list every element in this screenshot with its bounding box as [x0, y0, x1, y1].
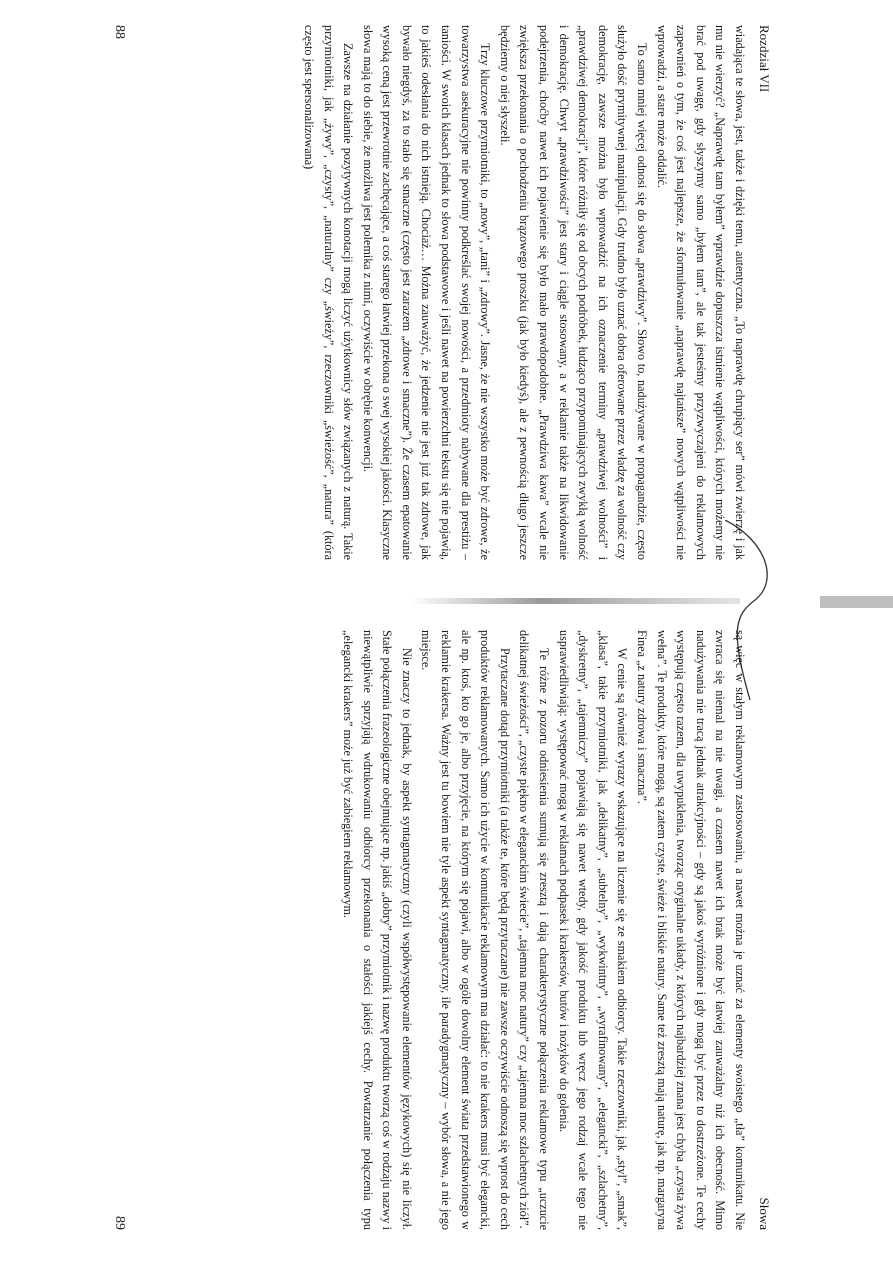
paragraph: Te różne z pozoru odniesienia sumują się zresztą i dają charakterystyczne połączenia reklamowe typu „uczucie delikatnej świeżości”, „czyste piękno w eleganckim świecie”, „tajemna moc natury” czy „tajemna moc szlachetnych ziół”. — [517, 630, 552, 1230]
paragraph: Zawsze na działanie pozytywnych konotacji mogą liczyć użytkownicy słów związanych z naturą. Takie przymiotniki, jak „żywy”, „czysty”, „naturalny” czy „świeży”, rzeczowniki „świeżość”, „natura” (która często jest spersonalizowana) — [301, 25, 356, 560]
left-page — [112, 25, 775, 560]
paragraph: są więc w stałym reklamowym zastosowaniu, a nawet można je uznać za elementy swoistego „tła” komunikatu. Nie zwraca się niemal na nie uwagi, a czasem nawet ich brak może być łatwiej zauważalny niż ich obecność. Mimo nadużywania nie tracą jednak atrakcyjności – gdy są jakoś wyróżnione i gdy mogą być przez to dostrzeżone. Te cechy występują często razem, dla uwypuklenia, tworząc oryginalne układy, z których najbardziej znana jest chyba „czysta żywa wełna”. Te produkty, które mogą, są zatem czyste, świeże i bliskie natury. Same też zresztą mają naturę, jak np. margaryna Finea „z natury zdrowa i smaczna”. — [635, 630, 747, 1230]
running-head-section: Słowa — [757, 1197, 772, 1230]
right-page-body — [338, 630, 749, 1230]
right-page — [112, 630, 775, 1230]
paragraph: Przytaczane dotąd przymiotniki (a także te, które będą przytaczane) nie zawsze oczywiście odnoszą się wprost do cech produktów reklamowanych. Samo ich użycie w komunikacie reklamowym ma działać: to nie krakers musi być elegancki, ale np. ktoś, kto go je, albo przyjęcie, na którym się pojawi, albo w ogóle dowolny element świata przedstawionego w reklamie krakersa. Ważny jest tu bowiem nie tyle aspekt syntagmatyczny, ile paradygmatyczny – wybór słowa, a nie jego miejsce. — [419, 630, 512, 1230]
page-number: 88 — [112, 25, 127, 39]
paragraph: W cenie są również wyrazy wskazujące na liczenie się ze smakiem odbiorcy. Takie rzeczowniki, jak „styl”, „smak”, „klasa”, takie przymiotniki, jak „delikatny”, „subtelny”, „wykwintny”, „wyrafinowany”, „elegancki”, „szlachetny”, „dyskretny”, „tajemniczy” pojawiają się nawet wtedy, gdy jakość produktu lub wręcz jego rodzaj wcale tego nie usprawiedliwiają: występować mogą w reklamach podpasek i krakersów, butów i nożyków do golenia. — [556, 630, 630, 1230]
running-head-chapter: Rozdział VII — [757, 25, 772, 93]
paragraph: wiadająca te słowa, jest, także i dzięki temu, autentyczna. „To naprawdę chrupiący ser” mówi zwierzę i jak mu nie wierzyć? „Naprawdę tam byłem” wprawdzie dopuszcza istnienie wątpliwości, których możemy nie brać pod uwagę, gdy słyszymy samo „byłem tam”, ale tak jesteśmy przyzwyczajeni do reklamowych zapewnień o tym, że coś jest najlepsze, że sformułowanie „naprawdę najtańsze” nowych wątpliwości nie wprowadzi, a stare może oddalić. — [654, 25, 747, 560]
paragraph: Nie znaczy to jednak, by aspekt syntagmatyczny (czyli współwystępowanie elementów językowych) się nie liczył. Stałe połączenia frazeologiczne obejmujące np. jakiś „dobry” przymiotnik i nazwę produktu tworzą coś w rodzaju nazwy i niewątpliwie sprzyjają wdrukowaniu odbiorcy przekonania o stałości jakiejś cechy. Powtarzanie połączenia typu „elegancki krakers” może już być zabiegiem reklamowym. — [341, 630, 414, 1230]
left-page-body — [298, 25, 749, 560]
paragraph: To samo mniej więcej odnosi się do słowa „prawdziwy”. Słowo to, nadużywane w propagandzie, często służyło dość prymitywnej manipulacji. Gdy trudno było uznać dobra oferowane przez władzę za wolność czy demokrację, zawsze można było wprowadzić na ich oznaczenie terminy „prawdziwej wolności” i „prawdziwej demokracji”, które różniły się od obcych podróbek, łudząco przypominających zwykłą wolność i demokrację. Chwyt „prawdziwości” jest stary i ciągle stosowany, a w reklamie także na likwidowanie podejrzenia, choćby nawet ich pojawienie się było mało prawdopodobne. „Prawdziwa kawa” wcale nie zwiększa przekonania o pochodzeniu brązowego proszku (jak było kiedyś), ale z pewnością długo jeszcze będziemy o niej słyszeli. — [497, 25, 650, 560]
page-number: 89 — [112, 1216, 127, 1230]
paragraph: Trzy kluczowe przymiotniki, to „nowy”, „tani” i „zdrowy”. Jasne, że nie wszystko może być zdrowe, że towarzystwa asekuracyjne nie powinny podkreślać swojej nowości, a przedmioty nabywane dla prestiżu – taniości. W swoich klasach jednak to słowa podstawowe i jeśli nawet na powierzchni tekstu się nie pojawią, to jakieś odesłania do nich istnieją. Chociaż… Można zauważyć, że jedzenie nie jest już tak zdrowe, jak bywało niegdyś, za to stało się smaczne (często jest zarazem „zdrowe i smaczne”). Że czasem epatowanie wysoką ceną jest przewrotnie zachęcające, a coś starego łatwiej przekona o swej wysokiej jakości. Klasyczne słowa mają to do siebie, że możliwa jest polemika z nimi, oczywiście w obrębie konwencji. — [360, 25, 493, 560]
